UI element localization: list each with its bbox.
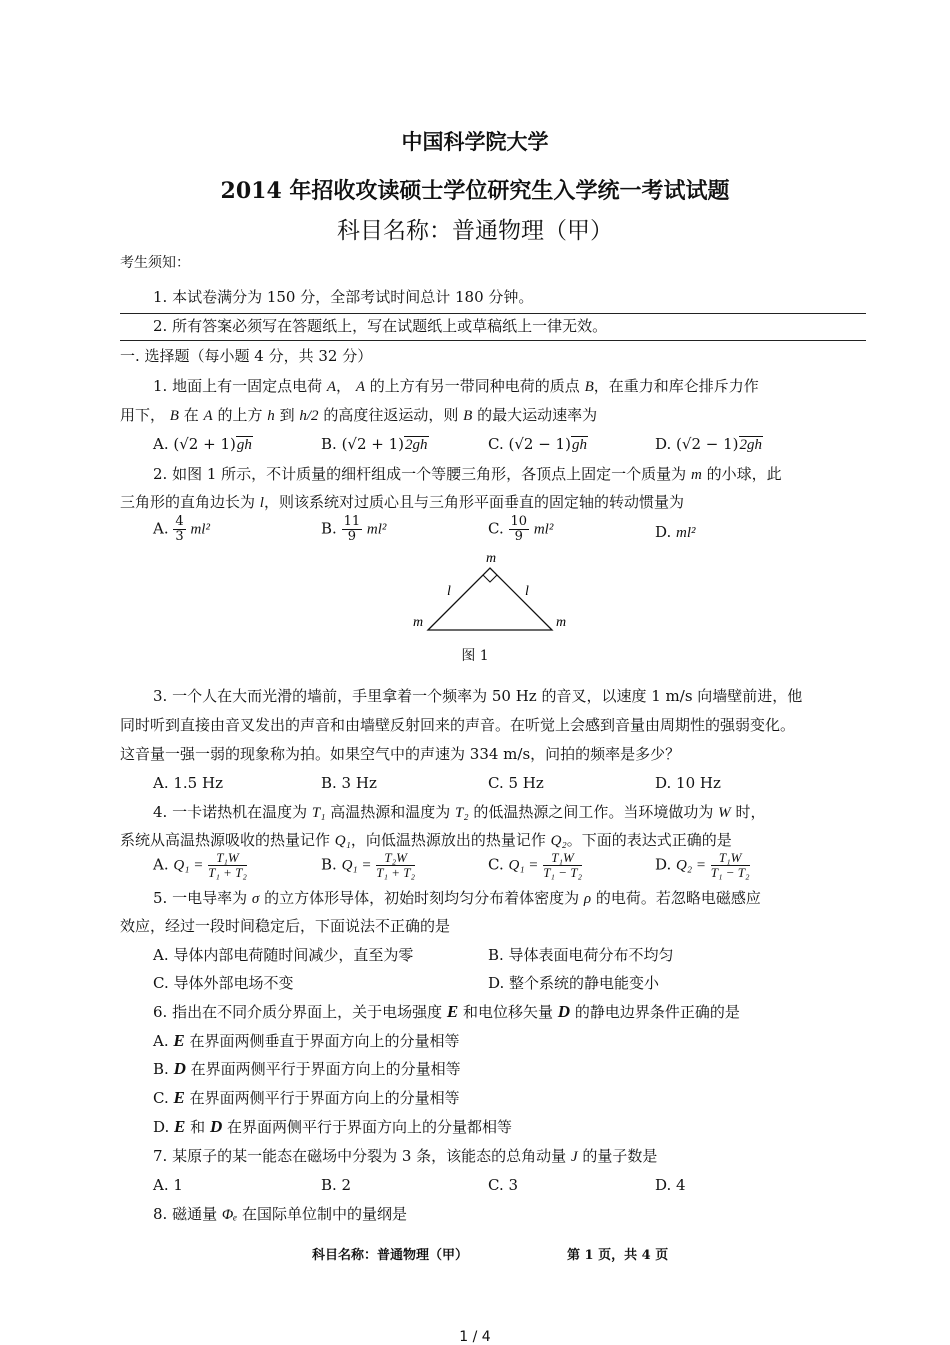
question-1-option-d: D. (√2 − 1)2gh	[655, 435, 763, 453]
question-6-line: 6. 指出在不同介质分界面上，关于电场强度 E 和电位移矢量 D 的静电边界条件正确的是	[153, 1002, 740, 1021]
question-4-option-c: C. Q₁ = $\frac{\text{T₁W}}{\text{T₁ − T₂}}$	[488, 850, 582, 880]
question-4-line-1: 4. 一卡诺热机在温度为 T₁ 高温热源和温度为 T₂ 的低温热源之间工作。当环境做功为 W 时，	[153, 803, 766, 821]
question-7-line: 7. 某原子的某一能态在磁场中分裂为 3 条，该能态的总角动量 J 的量子数是	[153, 1147, 658, 1165]
mass-label-right: m	[556, 615, 567, 630]
footer-subject: 科目名称：普通物理（甲）	[312, 1248, 469, 1263]
right-angle-mark	[483, 575, 497, 582]
question-6-option-d: D. E 和 D 在界面两侧平行于界面方向上的分量都相等	[153, 1117, 513, 1136]
mass-label-top: m	[486, 551, 497, 566]
question-7-option-a: A. 1	[153, 1176, 183, 1194]
question-5-line-1: 5. 一电导率为 σ 的立方体形导体，初始时刻均匀分布着体密度为 ρ 的电荷。若忽略电磁感应	[153, 889, 761, 907]
question-2-line-2: 三角形的直角边长为 l，则该系统对过质心且与三角形平面垂直的固定轴的转动惯量为	[120, 493, 684, 511]
question-7-option-b: B. 2	[321, 1176, 352, 1194]
question-3-option-a: A. 1.5 Hz	[153, 774, 223, 792]
notice-divider-1	[120, 313, 866, 314]
question-4-option-b: B. Q₁ = $\frac{\text{T₂W}}{\text{T₁ + T₂}}$	[321, 850, 416, 880]
university-name: 中国科学院大学	[401, 129, 549, 154]
question-2-line-1: 2. 如图 1 所示，不计质量的细杆组成一个等腰三角形，各顶点上固定一个质量为 m 的小球，此	[153, 465, 782, 483]
question-4-option-d: D. Q₂ = $\frac{\text{T₁W}}{\text{T₁ − T₂}}$	[655, 850, 750, 880]
question-5-option-d: D. 整个系统的静电能变小	[488, 974, 660, 992]
question-1-option-c: C. (√2 − 1)gh	[488, 435, 587, 453]
question-5-option-c: C. 导体外部电场不变	[153, 974, 294, 992]
question-1-line-2: 用下， B 在 A 的上方 h 到 h/2 的高度往返运动，则 B 的最大运动速率为	[120, 406, 598, 424]
question-4-option-a: A. Q₁ = $\frac{\text{T₁W}}{\text{T₁ + T₂}}$	[153, 850, 247, 880]
exam-title: 2014 年招收攻读硕士学位研究生入学统一考试试题	[220, 178, 730, 204]
notice-item-2: 2. 所有答案必须写在答题纸上，写在试题纸上或草稿纸上一律无效。	[153, 317, 608, 335]
question-8-line: 8. 磁通量 Φₑ 在国际单位制中的量纲是	[153, 1205, 408, 1223]
notice-divider-2	[120, 340, 866, 341]
question-2-option-c: C. $\frac{10}{9}$ ml²	[488, 514, 554, 544]
side-label-left: l	[447, 584, 451, 599]
section-title: 一. 选择题（每小题 4 分，共 32 分）	[120, 347, 373, 365]
question-6-option-a: A. E 在界面两侧垂直于界面方向上的分量相等	[153, 1031, 460, 1050]
question-3-line-3: 这音量一强一弱的现象称为拍。如果空气中的声速为 334 m/s，问拍的频率是多少？	[120, 745, 681, 763]
question-2-option-d: D. ml²	[655, 523, 696, 541]
side-label-right: l	[525, 584, 529, 599]
question-3-line-1: 3. 一个人在大而光滑的墙前，手里拿着一个频率为 50 Hz 的音叉，以速度 1 m/s 向墙壁前进，他	[153, 687, 803, 705]
mass-label-left: m	[413, 615, 424, 630]
question-3-option-d: D. 10 Hz	[655, 774, 721, 792]
page-indicator: 1 / 4	[459, 1329, 491, 1345]
question-7-option-d: D. 4	[655, 1176, 686, 1194]
notice-item-1: 1. 本试卷满分为 150 分，全部考试时间总计 180 分钟。	[153, 288, 534, 306]
question-5-option-b: B. 导体表面电荷分布不均匀	[488, 946, 674, 964]
question-1-option-a: A. (√2 + 1)gh	[153, 435, 252, 453]
question-3-option-c: C. 5 Hz	[488, 774, 544, 792]
question-5-line-2: 效应，经过一段时间稳定后，下面说法不正确的是	[120, 917, 451, 935]
notice-title: 考生须知：	[120, 255, 190, 271]
question-7-option-c: C. 3	[488, 1176, 519, 1194]
question-5-option-a: A. 导体内部电荷随时间减少，直至为零	[153, 946, 414, 964]
question-4-line-2: 系统从高温热源吸收的热量记作 Q₁，向低温热源放出的热量记作 Q₂。下面的表达式正确的是	[120, 831, 732, 849]
question-2-option-a: A. $\frac{4}{3}$ ml²	[153, 514, 210, 544]
footer-page-info: 第 1 页，共 4 页	[567, 1248, 669, 1263]
subject-line: 科目名称：普通物理（甲）	[337, 218, 613, 244]
question-3-option-b: B. 3 Hz	[321, 774, 377, 792]
question-6-option-c: C. E 在界面两侧平行于界面方向上的分量相等	[153, 1088, 460, 1107]
question-1-line-1: 1. 地面上有一固定点电荷 A， A 的上方有另一带同种电荷的质点 B，在重力和库仑排斥力作	[153, 377, 759, 395]
question-2-option-b: B. $\frac{11}{9}$ ml²	[321, 514, 387, 544]
question-3-line-2: 同时听到直接由音叉发出的声音和由墙壁反射回来的声音。在听觉上会感到音量由周期性的强弱变化。	[120, 716, 796, 734]
figure-1-triangle	[400, 545, 580, 640]
question-1-option-b: B. (√2 + 1)2gh	[321, 435, 428, 453]
figure-1-caption: 图 1	[461, 648, 489, 664]
triangle-outline	[428, 568, 552, 630]
question-6-option-b: B. D 在界面两侧平行于界面方向上的分量相等	[153, 1059, 461, 1078]
